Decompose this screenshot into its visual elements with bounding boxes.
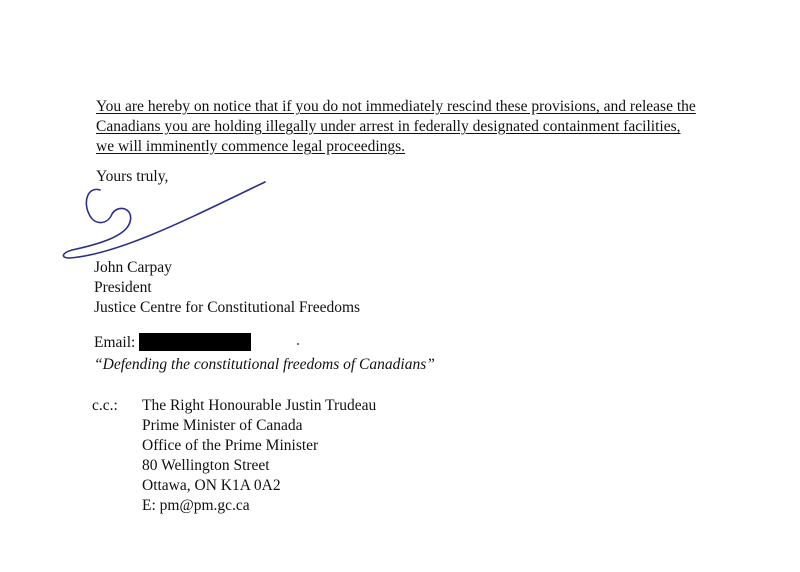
notice-paragraph xyxy=(96,97,736,157)
scan-speck xyxy=(297,343,299,345)
notice-line: we will imminently commence legal proceedings. xyxy=(96,138,406,155)
email-row xyxy=(94,333,251,353)
cc-label: c.c.: xyxy=(92,397,118,414)
closing: Yours truly, xyxy=(96,168,169,185)
cc-line: 80 Wellington Street xyxy=(142,457,270,474)
cc-line: The Right Honourable Justin Trudeau xyxy=(142,397,377,414)
cc-recipient xyxy=(142,396,376,516)
signatory-organization: Justice Centre for Constitutional Freedoms xyxy=(94,299,361,316)
signature-block xyxy=(94,258,360,318)
notice-line: Canadians you are holding illegally under arrest in federally designated containment facilities, xyxy=(96,118,681,135)
cc-email: E: pm@pm.gc.ca xyxy=(142,497,250,514)
cc-line: Ottawa, ON K1A 0A2 xyxy=(142,477,281,494)
tagline: “Defending the constitutional freedoms of Canadians” xyxy=(94,356,435,373)
email-label: Email: xyxy=(94,334,136,351)
redacted-email-bar xyxy=(139,333,251,351)
cc-line: Prime Minister of Canada xyxy=(142,417,303,434)
signatory-title: President xyxy=(94,279,152,296)
cc-line: Office of the Prime Minister xyxy=(142,437,319,454)
handwritten-signature xyxy=(60,178,280,268)
notice-line: You are hereby on notice that if you do not immediately rescind these provisions, and release the xyxy=(96,98,696,115)
signatory-name: John Carpay xyxy=(94,259,172,276)
